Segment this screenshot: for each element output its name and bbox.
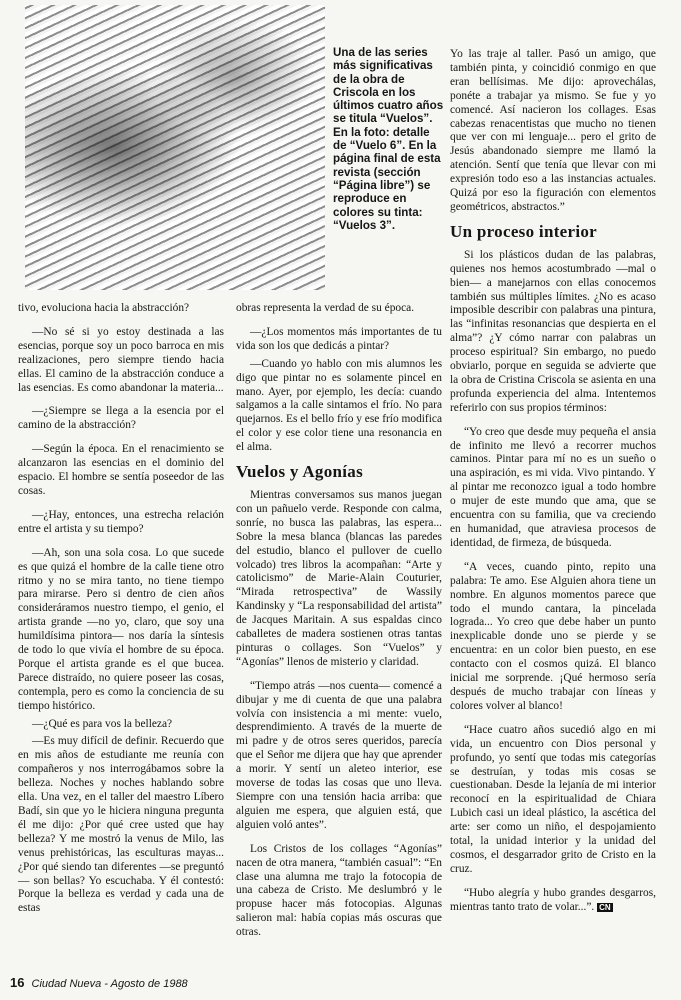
photo-caption: Una de las series más significativas de la obra de Criscola en los últimos cuatro años se titula “Vuelos”. En la foto: detalle de “Vuelo 6”. En la página final de esta revista (sección “Página libre”) se reproduce en colores su tinta: “Vuelos 3”. — [333, 46, 444, 232]
paragraph: “Yo creo que desde muy pequeña el ansia de infinito me llevó a recorrer muchos caminos. Pintar para mí no es un sueño o una aspiración, es mi vida. Vivo pintando. Y al pintar me reconozco igual a todo hombre o mujer de este mundo que ama, que se encuentra con su familia, que va creciendo en humanidad, que atraviesa procesos de identidad, de firmeza, de búsqueda. — [450, 425, 656, 549]
paragraph: —Según la época. En el renacimiento se alcanzaron las esencias en el dominio del espacio. El hombre se sentía poseedor de las cosas. — [18, 443, 224, 497]
publication-line: Ciudad Nueva - Agosto de 1988 — [31, 978, 188, 990]
paragraph: —No sé si yo estoy destinada a las esencias, porque soy un poco barroca en mis realizaciones, pero siempre tiendo hacia ellas. El camino de la abstracción conduce a las esencias. Es como abandonar la materia... — [18, 325, 224, 394]
paragraph: Si los plásticos dudan de las palabras, quienes nos hemos acostumbrado —mal o bien— a manejarnos con ellas conocemos también sus múltiples límites. ¿No es acaso imposible describir con palabras una pintura, las “infinitas resonancias que despierta en el alma”? ¿Y cómo narrar con palabras un proceso espiritual? Sin embargo, no puedo obviarlo, porque en seguida se advierte que la obra de Cristina Criscola se asienta en una profunda experiencia del alma. Intentemos referirlo con sus propios términos: — [450, 248, 656, 414]
paragraph: Yo las traje al taller. Pasó un amigo, que también pinta, y coincidió conmigo en que eran bellísimas. Me dijo: aprovechálas, ponéte a trabajar ya mismo. Se fue y yo comencé. Así nacieron los collages. Esas cabezas renacentistas que mucho no tienen que ver con mi lenguaje... pero el grito de Jesús abandonado siempre me llamó la atención. Sentí que tenía que llevar con mi expresión todo eso a las instancias actuales. Quizá por eso la figuración con elementos geométricos, abstractos.” — [450, 48, 656, 213]
paragraph — [450, 887, 656, 915]
middle-column — [236, 302, 442, 950]
right-column — [450, 48, 656, 925]
closing-quote: “Hubo alegría y hubo grandes desgarros, mientras tanto trato de volar...”. — [450, 886, 656, 913]
section-heading: Un proceso interior — [450, 221, 598, 241]
paragraph: —¿Los momentos más importantes de tu vida son los que dedicás a pintar? — [236, 325, 442, 352]
page-number: 16 — [10, 975, 25, 990]
paragraph: —Ah, son una sola cosa. Lo que sucede es que quizá el hombre de la calle tiene otro ritmo y no se mira tanto, no tiene tiempo para mirarse. Pero si dentro de cien años consideráramos nuestro tiempo, el genio, el artista grande —no yo, claro, que soy una humildísima pintora— nos daría la síntesis de todo lo que vivía el hombre de su época. Porque el artista grande es el que bucea. Parece distraído, no quiere poseer las cosas, contempla, pero es como la conciencia de su tiempo histórico. — [18, 546, 224, 712]
paragraph: Los Cristos de los collages “Agonías” nacen de otra manera, “también casual”: “En clase una alumna me trajo la fotocopia de una cabeza de Cristo. Me deslumbró y le propuse hacer más fotocopias. Algunas salieron mal: había copias más oscuras que otras. — [236, 842, 442, 939]
paragraph: Mientras conversamos sus manos juegan con un pañuelo verde. Responde con calma, sonríe, no busca las palabras, las espera... Sobre la mesa blanca (blancas las paredes del estudio, blanco el pullover de cuello volcado) tres libros la acompañan: “Arte y catolicismo” de Marie-Alain Couturier, “Mirada retrospectiva” de Wassily Kandinsky y “La responsabilidad del artista” de Jacques Maritain. A sus espaldas cinco caballetes de madera sostienen otras tantas pinturas o collages. Son “Vuelos” y “Agonías” llenos de misterio y claridad. — [236, 488, 442, 668]
paragraph: —Es muy difícil de definir. Recuerdo que en mis años de estudiante me reunía con compañeros y nos interrogábamos sobre la belleza. Noches y noches hablando sobre ella. Una vez, en el taller del maestro Líbero Badí, sin que yo le hiciera ninguna pregunta él me dijo: ¿Por qué cree usted que hay belleza? Y me mostró la venus de Milo, las venus prehistóricas, las esculturas mayas... ¿Por qué siendo tan diferentes —se preguntó— son bellas? Yo escuchaba. Y él contestó: Porque la belleza es verdad y cada una de estas — [18, 735, 224, 915]
paragraph: —¿Qué es para vos la belleza? — [32, 717, 173, 730]
paragraph: —¿Siempre se llega a la esencia por el camino de la abstracción? — [18, 405, 224, 432]
paragraph: “Hace cuatro años sucedió algo en mi vida, un encuentro con Dios personal y profundo, yo sentí que todas mis categorías se destruían, y todas mis cosas se cuestionaban. Desde la lejanía de mi interior reconocí en la espiritualidad de Chiara Lubich casi un ideal plástico, la ascética del arte: ser como un niño, el despojamiento total, la unidad interior y la unidad del cosmos, el desgarrador grito de Cristo en la cruz. — [450, 723, 656, 875]
paragraph: obras representa la verdad de su época. — [236, 302, 415, 314]
paragraph: tivo, evoluciona hacia la abstracción? — [18, 302, 190, 314]
section-heading: Vuelos y Agonías — [236, 462, 363, 482]
paragraph: —Cuando yo hablo con mis alumnos les digo que pintar no es solamente pincel en mano. Ayer, por ejemplo, les decía: cuando salgamos a la calle sintamos el frío. No para quejarnos. Es el bello frío y ese frío modifica el color y ese color tiene una resonancia en el alma. — [236, 357, 442, 454]
paragraph: “A veces, cuando pinto, repito una palabra: Te amo. Ese Alguien ahora tiene un nombre. En algunos momentos parece que todo el mundo cantara, la pincelada lograda... Yo creo que debe haber un punto inexplicable donde uno se pierde y se encuentra: en un color bien puesto, en ese contacto con el cosmos quizá. El blanco inicial me sorprende. ¡Qué hermoso sería después de mucho trabajar con líneas y colores volver al blanco! — [450, 560, 656, 712]
end-mark: CN — [599, 902, 611, 912]
paragraph: “Tiempo atrás —nos cuenta— comencé a dibujar y me di cuenta de que una palabra volvía con insistencia a mi mente: vuelo, desprendimiento. A través de la muerte de mi padre y de otros seres queridos, parecía que el Señor me dijera que hay que aprender a morir. Y sentí un aleteo interior, ese moverse de todas las cosas que uno lleva. Siempre con una tensión hacia arriba: que alguien me espera, que alguien está, que alguien voló antes”. — [236, 679, 442, 831]
artwork-photo — [25, 5, 325, 290]
paragraph: —¿Hay, entonces, una estrecha relación entre el artista y su tiempo? — [18, 508, 224, 535]
left-column — [18, 302, 224, 926]
page-footer — [10, 975, 188, 990]
